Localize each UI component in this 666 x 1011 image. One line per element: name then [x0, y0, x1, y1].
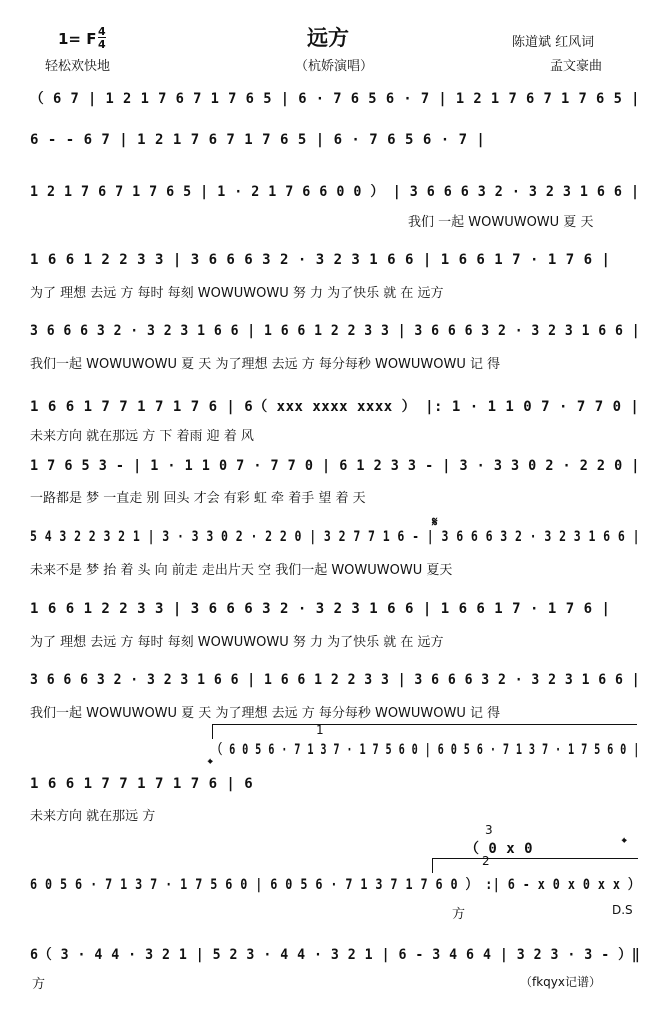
triplet-mark: 3: [485, 823, 493, 837]
score-row-3-notes: 1 2 1 7 6 7 1 7 6 5 | 1 · 2 1 7 6 6 0 0 ） | 3 6 6 6 3 2 · 3 2 3 1 6 6 |: [30, 184, 640, 200]
score-row-4-lyrics: 为了 理想 去远 方 每时 每刻 WOWUWOWU 努 力 为了快乐 就 在 远方: [30, 286, 444, 301]
lyricist-credit: 陈道斌 红风词: [512, 35, 595, 50]
score-row-10-notes: 3 6 6 6 3 2 · 3 2 3 1 6 6 | 1 6 6 1 2 2 3 3 | 3 6 6 6 3 2 · 3 2 3 1 6 6 |: [30, 672, 641, 688]
interlude-notes: （ 6 0 5 6 · 7 1 3 7 · 1 7 5 6 0 | 6 0 5 6 · 7 1 3 7 · 1 7 5 6 0 |: [212, 742, 640, 758]
key-signature: 1= F: [58, 30, 97, 48]
composer-credit: 孟文豪曲: [550, 59, 603, 74]
coda-sign-right: 𝄌: [622, 836, 627, 851]
score-row-15-notes: 6（ 3 · 4 4 · 3 2 1 | 5 2 3 · 4 4 · 3 2 1 | 6 - 3 4 6 4 | 3 2 3 · 3 - ）‖: [30, 947, 641, 963]
score-row-15-lyrics: 方: [32, 977, 46, 992]
score-row-3-lyrics: 我们 一起 WOWUWOWU 夏 天: [408, 215, 594, 230]
score-row-5-lyrics: 我们一起 WOWUWOWU 夏 天 为了理想 去远 方 每分每秒 WOWUWOWU 记 得: [30, 357, 501, 372]
score-row-10-lyrics: 我们一起 WOWUWOWU 夏 天 为了理想 去远 方 每分每秒 WOWUWOWU 记 得: [30, 706, 501, 721]
coda-sign-upper: 𝄌: [208, 757, 213, 772]
score-row-1-notes: （ 6 7 | 1 2 1 7 6 7 1 7 6 5 | 6 · 7 6 5 6 · 7 | 1 2 1 7 6 7 1 7 6 5 |: [30, 91, 640, 107]
score-row-2-notes: 6 - - 6 7 | 1 2 1 7 6 7 1 7 6 5 | 6 · 7 6 5 6 · 7 |: [30, 132, 486, 148]
volta-bracket-2: [432, 858, 638, 873]
score-row-8-notes: 5 4 3 2 2 3 2 1 | 3 · 3 3 0 2 · 2 2 0 | 3 2 7 7 1 6 - | 3 6 6 6 3 2 · 3 2 3 1 6 6 |: [30, 529, 640, 545]
score-row-7-lyrics: 一路都是 梦 一直走 别 回头 才会 有彩 虹 牵 着手 望 着 天: [30, 491, 366, 506]
score-row-8-lyrics: 未来不是 梦 抬 着 头 向 前走 走出片天 空 我们一起 WOWUWOWU 夏天: [30, 563, 453, 578]
time-signature-denominator: 4: [98, 38, 106, 51]
tempo-marking: 轻松欢快地: [45, 59, 111, 74]
score-row-6-notes: 1 6 6 1 7 7 1 7 1 7 6 | 6（ xxx xxxx xxxx ） |: 1 · 1 1 0 7 · 7 7 0 |: [30, 399, 640, 415]
transcriber-credit: （fkqyx记谱）: [520, 975, 601, 989]
volta-bracket-1: [212, 724, 637, 739]
score-row-14-lyrics: 方: [452, 907, 466, 922]
da-segno-mark: D.S: [612, 903, 633, 917]
score-row-14-notes: 6 0 5 6 · 7 1 3 7 · 1 7 5 6 0 | 6 0 5 6 · 7 1 3 7 1 7 6 0 ） :| 6 - x 0 x 0 x x ）: [30, 877, 641, 893]
segno-sign: 𝄋: [432, 515, 438, 530]
song-title: 远方: [307, 26, 349, 50]
score-row-12-notes: 1 6 6 1 7 7 1 7 1 7 6 | 6: [30, 776, 254, 792]
score-row-12-lyrics: 未来方向 就在那远 方: [30, 809, 156, 824]
singer-credit: （杭娇演唱）: [295, 59, 374, 74]
score-row-9-lyrics: 为了 理想 去远 方 每时 每刻 WOWUWOWU 努 力 为了快乐 就 在 远方: [30, 635, 444, 650]
score-row-5-notes: 3 6 6 6 3 2 · 3 2 3 1 6 6 | 1 6 6 1 2 2 3 3 | 3 6 6 6 3 2 · 3 2 3 1 6 6 |: [30, 323, 641, 339]
volta-1-number: 1: [316, 723, 324, 737]
time-signature-numerator: 4: [98, 25, 106, 38]
second-ending-top-notes: （ 0 x 0: [465, 841, 534, 857]
score-row-7-notes: 1 7 6 5 3 - | 1 · 1 1 0 7 · 7 7 0 | 6 1 2 3 3 - | 3 · 3 3 0 2 · 2 2 0 |: [30, 458, 640, 474]
score-row-6-lyrics: 未来方向 就在那远 方 下 着雨 迎 着 风: [30, 429, 254, 444]
volta-2-number: 2: [482, 854, 490, 868]
score-row-4-notes: 1 6 6 1 2 2 3 3 | 3 6 6 6 3 2 · 3 2 3 1 6 6 | 1 6 6 1 7 · 1 7 6 |: [30, 252, 611, 268]
score-row-9-notes: 1 6 6 1 2 2 3 3 | 3 6 6 6 3 2 · 3 2 3 1 6 6 | 1 6 6 1 7 · 1 7 6 |: [30, 601, 611, 617]
